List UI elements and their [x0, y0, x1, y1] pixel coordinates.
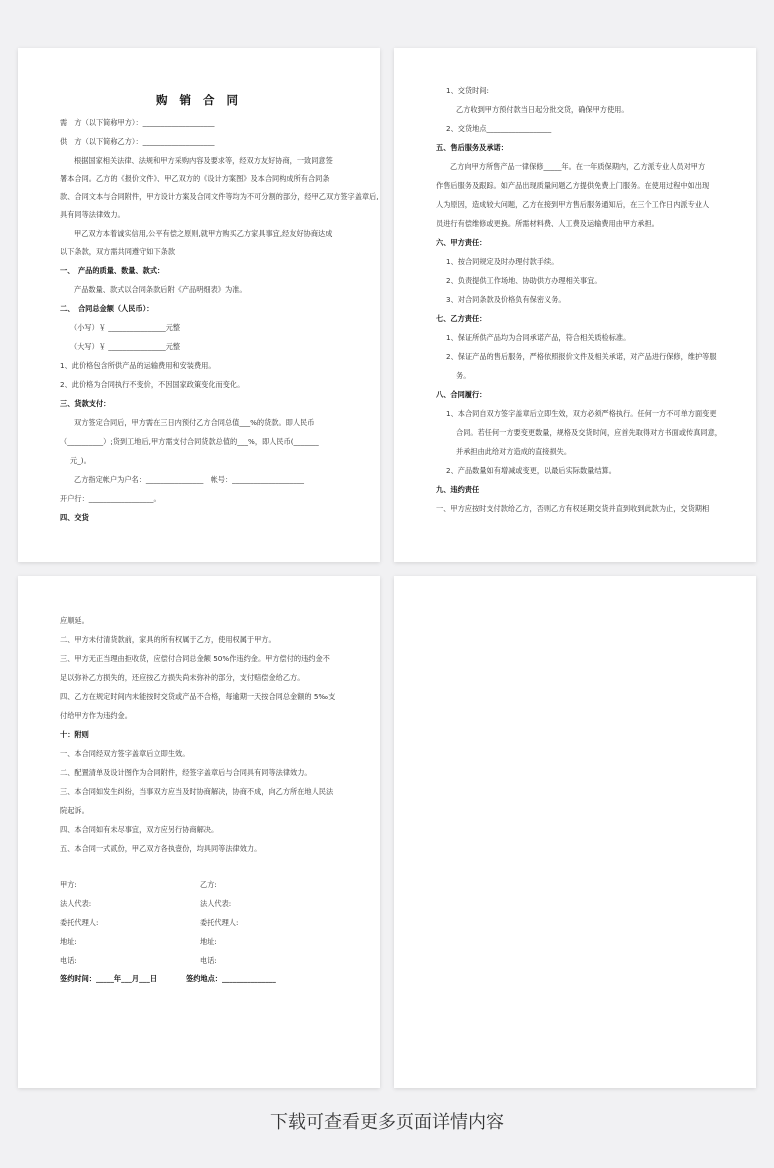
contract-line: 八、合同履行：	[436, 390, 487, 399]
contract-line: 1、交货时间:	[446, 86, 489, 95]
contract-line: 二、甲方未付清货款前，家具的所有权属于乙方，使用权属于甲方。	[60, 635, 276, 644]
contract-line: 开户行：__________________。	[60, 494, 161, 503]
contract-line: 四、乙方在规定时间内未能按时交货或产品不合格，每逾期一天按合同总金额的 5‰支	[60, 692, 336, 701]
contract-line: 产品数量、款式以合同条款后附《产品明细表》为准。	[74, 285, 247, 294]
contract-line: 合同。若任何一方要变更数量，规格及交货时间，应首先取得对方书面或传真同意，	[456, 428, 722, 437]
contract-line: 九、违约责任	[436, 485, 480, 494]
contract-line: 署本合同。乙方的《报价文件》、甲乙双方的《设计方案图》及本合同构成所有合同条	[60, 174, 330, 183]
contract-line: 甲乙双方本着诚实信用,公平有偿之原则,就甲方购买乙方家具事宜,经友好协商达成	[74, 229, 333, 238]
contract-line: （小写）￥ ________________元整	[70, 323, 181, 332]
contract-line: 六、甲方责任：	[436, 238, 487, 247]
contract-line: 供 方（以下简称乙方）：____________________	[60, 137, 215, 146]
contract-line: 乙方:	[200, 880, 217, 889]
contract-line: 法人代表:	[60, 899, 92, 908]
contract-line: 院起诉。	[60, 806, 89, 815]
contract-line: 具有同等法律效力。	[60, 210, 125, 219]
contract-line: 二、配置清单及设计图作为合同附件，经签字盖章后与合同具有同等法律效力。	[60, 768, 312, 777]
contract-line: 电话:	[200, 956, 217, 965]
contract-line: 作售后服务及跟踪。如产品出现质量问题乙方提供免费上门服务。在使用过程中如出现	[436, 181, 710, 190]
contract-line: 3、对合同条款及价格负有保密义务。	[446, 295, 566, 304]
contract-line: 以下条款，双方需共同遵守如下条款	[60, 247, 176, 256]
contract-line: 款、合同文本与合同附件，甲方设计方案及合同文件等均为不可分割的部分，经甲乙双方签字盖章后,	[60, 192, 379, 201]
contract-line: 五、售后服务及承诺：	[436, 143, 508, 152]
contract-page-1	[18, 48, 380, 562]
contract-line: 乙方收到甲方预付款当日起分批交货，确保甲方使用。	[456, 105, 629, 114]
contract-line: 地址:	[200, 937, 217, 946]
contract-line: 2、保证产品的售后服务，严格依照报价文件及相关承诺，对产品进行保修，维护等服	[446, 352, 717, 361]
contract-line: 委托代理人:	[60, 918, 99, 927]
contract-line: 应顺延。	[60, 616, 89, 625]
contract-line: 甲方:	[60, 880, 77, 889]
contract-line: 乙方向甲方所售产品一律保修_____年。在一年质保期内，乙方派专业人员对甲方	[450, 162, 706, 171]
contract-line: （__________）;货到工地后,甲方需支付合同货款总值的___%，即人民币(_______	[60, 437, 319, 446]
contract-line: 地址:	[60, 937, 77, 946]
contract-line: 乙方指定帐户为户名：________________ 帐号：____________________	[74, 475, 305, 484]
contract-page-2	[394, 48, 756, 562]
contract-line: 1、本合同自双方签字盖章后立即生效，双方必须严格执行。任何一方不可单方面变更	[446, 409, 717, 418]
contract-line: 根据国家相关法律、法规和甲方采购内容及要求等，经双方友好协商，一致同意签	[74, 156, 333, 165]
contract-line: 人为原因，造成较大问题，乙方在接到甲方售后服务通知后，在三个工作日内派专业人	[436, 200, 710, 209]
contract-page-4-blank	[394, 576, 756, 1088]
contract-line: 一、甲方应按时支付款给乙方，否则乙方有权延期交货并直到收到此款为止，交货期相	[436, 504, 710, 513]
contract-line: 元_)。	[70, 456, 91, 465]
contract-page-3	[18, 576, 380, 1088]
contract-line: 十：附则	[60, 730, 89, 739]
document-title: 购 销 合 同	[155, 93, 242, 107]
contract-line: 并承担由此给对方造成的直接损失。	[456, 447, 572, 456]
contract-line: 付给甲方作为违约金。	[60, 711, 132, 720]
contract-line: 需 方（以下简称甲方）：____________________	[60, 118, 215, 127]
contract-line: 员进行有偿维修或更换。所需材料费、人工费及运输费用由甲方承担。	[436, 219, 659, 228]
contract-line: 三、甲方无正当理由拒收货，应偿付合同总金额 50%作违约金。甲方偿付的违约金不	[60, 654, 330, 663]
contract-line: 二、 合同总金额（人民币）：	[60, 304, 154, 313]
download-more-caption: 下载可查看更多页面详情内容	[270, 1112, 504, 1133]
contract-line: 法人代表:	[200, 899, 232, 908]
sign-date-line: 签约时间：_____年___月___日	[60, 974, 158, 983]
contract-line: 五、本合同一式贰份，甲乙双方各执壹份，均具同等法律效力。	[60, 844, 262, 853]
contract-line: 1、此价格包含所供产品的运输费用和安装费用。	[60, 361, 216, 370]
contract-line: 三、本合同如发生纠纷，当事双方应当及时协商解决，协商不成，向乙方所在地人民法	[60, 787, 334, 796]
contract-line: 四、交货	[60, 513, 89, 522]
contract-line: 电话:	[60, 956, 77, 965]
contract-line: 七、乙方责任：	[436, 314, 487, 323]
contract-line: 1、按合同规定及时办理付款手续。	[446, 257, 559, 266]
contract-line: （大写）￥ ________________元整	[70, 342, 181, 351]
contract-line: 双方签定合同后，甲方需在三日内预付乙方合同总值___%的货款。即人民币	[74, 418, 315, 427]
contract-line: 2、此价格为合同执行不变价，不因国家政策变化而变化。	[60, 380, 245, 389]
contract-line: 1、保证所供产品均为合同承诺产品，符合相关质检标准。	[446, 333, 631, 342]
contract-line: 足以弥补乙方损失的，还应按乙方损失尚未弥补的部分，支付赔偿金给乙方。	[60, 673, 305, 682]
contract-line: 一、本合同经双方签字盖章后立即生效。	[60, 749, 190, 758]
contract-line: 务。	[456, 371, 471, 380]
contract-line: 三、货款支付：	[60, 399, 111, 408]
contract-line: 2、产品数量如有增减或变更，以最后实际数量结算。	[446, 466, 616, 475]
contract-line: 四、本合同如有未尽事宜，双方应另行协商解决。	[60, 825, 219, 834]
sign-place-line: 签约地点：_______________	[186, 974, 276, 983]
contract-line: 一、 产品的质量、数量、款式：	[60, 266, 165, 275]
contract-line: 2、交货地点__________________	[446, 124, 552, 133]
contract-line: 2、负责提供工作场地、协助供方办理相关事宜。	[446, 276, 602, 285]
contract-line: 委托代理人:	[200, 918, 239, 927]
